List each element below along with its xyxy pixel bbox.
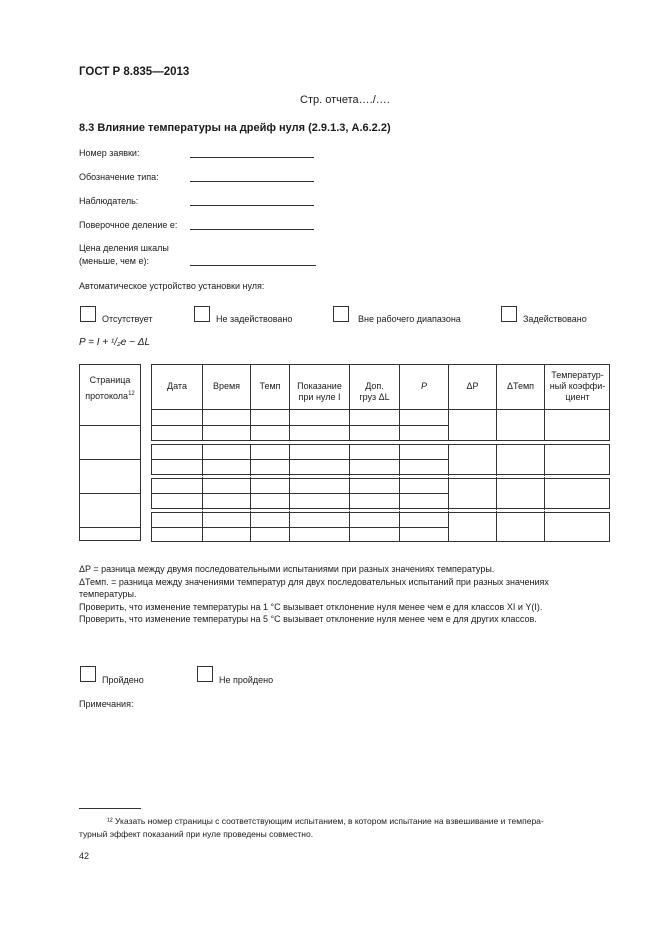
col-header-page: Страница bbox=[89, 375, 131, 385]
page-ref-divider bbox=[79, 425, 141, 426]
col-header-time: Время bbox=[212, 381, 241, 391]
col-header-temp-coef-2: ный коэффи- bbox=[549, 381, 606, 391]
col-divider bbox=[349, 444, 350, 542]
col-header-page-protocol bbox=[80, 389, 140, 402]
col-divider bbox=[496, 444, 497, 542]
col-header-add-load-2: груз ΔL bbox=[359, 392, 390, 402]
footnote-line-2: турный эффект показаний при нуле проведены совместно. bbox=[79, 829, 314, 839]
result-failed-label: Не пройдено bbox=[219, 675, 274, 685]
col-header-temp-coef-3: циент bbox=[565, 392, 590, 402]
col-divider bbox=[202, 444, 203, 542]
field-label-scale-interval: Цена деления шкалы bbox=[79, 243, 169, 253]
group-gap bbox=[150, 510, 612, 511]
col-header-temp: Темп bbox=[259, 381, 281, 391]
remarks-label: Примечания: bbox=[79, 699, 134, 709]
field-line-verification-interval[interactable] bbox=[190, 229, 314, 230]
page-ref-divider bbox=[79, 459, 141, 460]
row-divider bbox=[151, 425, 448, 426]
note-delta-temp: ΔТемп. = разница между значениями температур для двух последовательных испытаний при разных значениях bbox=[79, 577, 549, 587]
col-header-zero-reading-2: при нуле I bbox=[298, 392, 341, 402]
checkbox-failed[interactable] bbox=[197, 666, 213, 682]
page-ref-divider bbox=[79, 527, 141, 528]
col-header-add-load: Доп. bbox=[365, 381, 384, 391]
field-label-verification-interval: Поверочное деление e: bbox=[79, 220, 178, 230]
option-absent-label: Отсутствует bbox=[102, 314, 153, 324]
document-id: ГОСТ Р 8.835—2013 bbox=[79, 66, 190, 78]
field-line-observer[interactable] bbox=[190, 205, 314, 206]
field-label-observer: Наблюдатель: bbox=[79, 196, 139, 206]
formula: P = I + ¹/₂e − ΔL bbox=[79, 337, 151, 348]
col-header-p: P bbox=[420, 381, 427, 391]
checkbox-engaged[interactable] bbox=[501, 306, 517, 322]
field-line-type-designation[interactable] bbox=[190, 181, 314, 182]
field-label-request-number: Номер заявки: bbox=[79, 148, 140, 158]
row-divider bbox=[151, 459, 448, 460]
checkbox-not-engaged[interactable] bbox=[194, 306, 210, 322]
note-check-5c: Проверить, что изменение температуры на 5 °C вызывает отклонение нуля менее чем e для других классов. bbox=[79, 614, 537, 624]
auto-zero-label: Автоматическое устройство установки нуля: bbox=[79, 281, 265, 291]
row-divider bbox=[151, 527, 448, 528]
section-title: 8.3 Влияние температуры на дрейф нуля (2.9.1.3, А.6.2.2) bbox=[79, 122, 391, 134]
col-divider bbox=[399, 444, 400, 542]
checkbox-absent[interactable] bbox=[80, 306, 96, 322]
col-divider bbox=[544, 444, 545, 542]
checkbox-passed[interactable] bbox=[80, 666, 96, 682]
footnote-ref: 12 bbox=[128, 391, 135, 397]
col-divider bbox=[250, 444, 251, 542]
col-header-delta-temp: ΔТемп bbox=[506, 381, 535, 391]
option-out-of-range-label: Вне рабочего диапазона bbox=[358, 314, 461, 324]
col-header-delta-p: ΔP bbox=[466, 381, 479, 391]
option-engaged-label: Задействовано bbox=[523, 314, 587, 324]
note-delta-temp-cont: температуры. bbox=[79, 589, 137, 599]
result-passed-label: Пройдено bbox=[102, 675, 144, 685]
report-page-label: Стр. отчета…./…. bbox=[300, 94, 390, 106]
field-label-scale-interval-note: (меньше, чем e): bbox=[79, 256, 149, 266]
checkbox-out-of-range[interactable] bbox=[333, 306, 349, 322]
note-delta-p: ΔP = разница между двумя последовательными испытаниями при разных значениях температуры. bbox=[79, 564, 495, 574]
page-number: 42 bbox=[79, 851, 90, 861]
footnote-separator bbox=[79, 808, 141, 809]
col-header-temp-coef-1: Температур- bbox=[551, 370, 604, 380]
row-divider bbox=[151, 493, 448, 494]
option-not-engaged-label: Не задействовано bbox=[216, 314, 293, 324]
field-label-type-designation: Обозначение типа: bbox=[79, 172, 159, 182]
group-gap bbox=[150, 476, 612, 477]
col-header-date: Дата bbox=[167, 381, 187, 391]
col-divider bbox=[289, 444, 290, 542]
col-header-zero-reading: Показание bbox=[297, 381, 342, 391]
field-line-scale-interval[interactable] bbox=[190, 265, 316, 266]
footnote-line-1: ¹² Указать номер страницы с соответствующим испытанием, в котором испытание на взвешивание и темпера- bbox=[107, 816, 544, 826]
page-ref-divider bbox=[79, 493, 141, 494]
field-line-request-number[interactable] bbox=[190, 157, 314, 158]
note-check-1c: Проверить, что изменение температуры на 1 °C вызывает отклонение нуля менее чем e для классов XI и Y(I). bbox=[79, 602, 543, 612]
col-divider bbox=[448, 444, 449, 542]
col-header-page-protocol-text: протокола bbox=[85, 391, 129, 401]
group-gap bbox=[150, 442, 612, 443]
